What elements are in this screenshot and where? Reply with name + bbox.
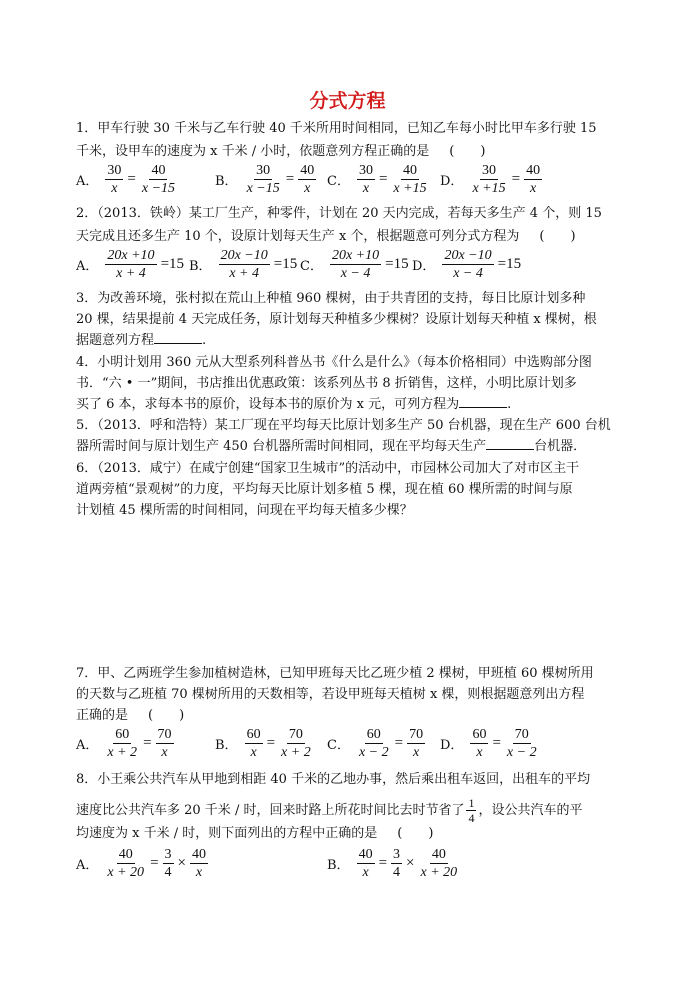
q8-line2a: 速度比公共汽车多 20 千米 / 时，回来时路上所花时间比去时节省了 — [76, 803, 465, 818]
q8-line3-text: 均速度为 x 千米 / 时，则下面列出的方程中正确的是 — [76, 826, 378, 841]
q5-line2 — [76, 437, 586, 457]
q6-line2: 道两旁植“景观树”的力度，平均每天比原计划多植 5 棵，现在植 60 棵所需的时间与原 — [76, 482, 573, 497]
q1-b-right-frac — [298, 162, 316, 197]
frac-den: x +15 — [393, 181, 427, 196]
q7-a-right-frac — [156, 726, 174, 761]
q8-b-left-frac — [357, 846, 375, 881]
q1-a-left-frac — [105, 162, 123, 197]
equals-sign: = — [378, 171, 388, 187]
q4-line3 — [76, 395, 511, 415]
q1-d-left-frac — [470, 162, 507, 197]
q7-line1: 7．甲、乙两班学生参加植树造林，已知甲班每天比乙班少植 2 棵树，甲班植 60 棵树所用 — [76, 666, 594, 681]
q7-c-right-frac — [407, 726, 425, 761]
frac-num: 1 — [468, 796, 475, 810]
q3-line3-text: 据题意列方程 — [76, 333, 155, 348]
q8-line1: 8．小王乘公共汽车从甲地到相距 40 千米的乙地办事，然后乘出租车返回，出租车的平均 — [76, 772, 591, 787]
q8-option-a-label: A． — [76, 858, 99, 873]
frac-den: x — [362, 865, 369, 880]
q7-option-b-label: B． — [215, 738, 238, 753]
q2-d-frac — [442, 247, 493, 282]
frac-den: x + 2 — [107, 745, 138, 760]
frac-den: x −15 — [141, 181, 176, 196]
equals-sign: = — [511, 171, 521, 187]
frac-den: x − 2 — [358, 745, 389, 760]
frac-num: 40 — [192, 847, 206, 862]
q5-line2-text: 器所需时间与原计划生产 450 台机器所需时间相同，现在平均每天生产 — [76, 439, 487, 454]
frac-den: x — [111, 181, 118, 196]
frac-den: x − 4 — [340, 266, 371, 281]
q7-option-d-label: D． — [440, 738, 464, 753]
q8-line3 — [76, 824, 433, 844]
q1-line1: 1．甲车行驶 30 千米与乙车行驶 40 千米所用时间相同，已知乙车每小时比甲车多行驶 15 — [76, 121, 597, 136]
equals-sign: = — [127, 171, 136, 187]
q2-option-a-label: A． — [76, 259, 99, 274]
equals-sign: = — [285, 171, 295, 187]
frac-num: 40 — [431, 847, 446, 862]
q1-option-c-label: C． — [327, 174, 350, 189]
frac-num: 40 — [151, 163, 166, 178]
frac-num: 40 — [300, 163, 315, 178]
q8-a-mid-frac — [163, 846, 174, 881]
frac-num: 30 — [482, 163, 497, 178]
frac-den: x — [304, 181, 311, 196]
q2-option-d-label: D． — [412, 259, 436, 274]
equals-value: =15 — [497, 256, 522, 272]
q8-b-right-frac — [419, 846, 460, 881]
frac-den: 4 — [164, 865, 172, 880]
q3-answer-blank[interactable] — [154, 331, 202, 344]
frac-den: x — [250, 745, 257, 760]
q7-b-left-frac — [245, 726, 263, 761]
q1-option-a-label: A． — [76, 174, 99, 189]
frac-num: 20x −10 — [444, 248, 492, 263]
q7-option-d[interactable] — [440, 726, 540, 761]
frac-num: 40 — [118, 847, 133, 862]
q7-a-left-frac — [105, 726, 139, 761]
frac-den: x +15 — [472, 181, 506, 196]
equals-value: =15 — [385, 256, 409, 272]
frac-num: 60 — [472, 727, 487, 742]
q7-d-right-frac — [505, 726, 539, 761]
frac-num: 20x −10 — [220, 248, 268, 263]
q2-option-b-label: B． — [189, 259, 212, 274]
q7-line3-text: 正确的是 — [76, 708, 129, 723]
q1-option-c[interactable] — [327, 162, 430, 197]
frac-den: x — [161, 745, 168, 760]
frac-den: x + 4 — [116, 266, 146, 281]
frac-num: 20x +10 — [107, 248, 155, 263]
frac-den: x −15 — [246, 181, 280, 196]
frac-num: 30 — [256, 163, 271, 178]
frac-num: 60 — [366, 727, 381, 742]
frac-num: 70 — [514, 727, 529, 742]
q8-option-a[interactable] — [76, 846, 209, 881]
page-title: 分式方程 — [309, 90, 386, 112]
q4-answer-blank[interactable] — [459, 395, 507, 408]
q7-b-right-frac — [279, 726, 313, 761]
q7-option-a[interactable] — [76, 726, 175, 761]
q2-option-b[interactable] — [189, 247, 300, 282]
q1-a-right-frac — [140, 162, 177, 197]
equals-sign: = — [150, 855, 159, 871]
q7-option-c[interactable] — [327, 726, 426, 761]
q2-option-c-label: C． — [300, 259, 323, 274]
q5-line1: 5．（2013．呼和浩特）某工厂现在平均每天比原计划多生产 50 台机器，现在生产 600 台机 — [76, 418, 611, 433]
q2-b-frac — [219, 247, 270, 282]
q8-line2b: ，设公共汽车的平 — [478, 803, 583, 818]
q7-option-c-label: C． — [327, 738, 350, 753]
q1-line2-text: 千米，设甲车的速度为 x 千米 / 小时，依题意列方程正确的是 — [76, 144, 430, 159]
q7-option-b[interactable] — [215, 726, 314, 761]
frac-num: 60 — [115, 727, 130, 742]
times-sign: × — [177, 855, 186, 871]
q1-option-a[interactable] — [76, 162, 178, 197]
q7-option-a-label: A． — [76, 738, 99, 753]
q2-option-a[interactable] — [76, 247, 187, 282]
frac-num: 70 — [288, 727, 303, 742]
times-sign: × — [406, 855, 415, 871]
frac-den: x — [476, 745, 483, 760]
q1-b-left-frac — [245, 162, 282, 197]
q4-line3-text: 买了 6 本，求每本书的原价，设每本书的原价为 x 元，可列方程为 — [76, 397, 460, 412]
q6-line3: 计划植 45 棵所需的时间相同，问现在平均每天植多少棵？ — [76, 503, 413, 518]
q7-line2: 的天数与乙班植 70 棵树所用的天数相等，若设甲班每天植树 x 棵，则根据题意列出方程 — [76, 687, 585, 702]
q1-option-b[interactable] — [215, 162, 317, 197]
equals-sign: = — [143, 735, 152, 751]
frac-den: x + 20 — [107, 865, 145, 880]
q2-option-c[interactable] — [300, 247, 412, 282]
frac-den: x — [412, 745, 420, 760]
equals-value: =15 — [160, 256, 185, 272]
equals-value: =15 — [273, 256, 298, 272]
frac-num: 60 — [246, 727, 261, 742]
q7-line3 — [76, 706, 184, 726]
equals-sign: = — [492, 735, 501, 751]
equals-sign: = — [266, 735, 276, 751]
frac-num: 3 — [393, 847, 401, 862]
q3-line3 — [76, 331, 206, 351]
q8-b-mid-frac — [391, 846, 402, 881]
frac-num: 30 — [107, 163, 122, 178]
frac-num: 3 — [164, 847, 172, 862]
q8-option-b[interactable] — [327, 846, 460, 881]
q1-c-left-frac — [357, 162, 375, 197]
q8-answer-paren: ( ) — [397, 826, 434, 841]
frac-den: x − 4 — [453, 266, 483, 281]
q2-option-d[interactable] — [412, 247, 524, 282]
q7-d-left-frac — [470, 726, 488, 761]
frac-num: 40 — [526, 163, 541, 178]
frac-den: x — [195, 865, 203, 880]
q8-line2 — [76, 796, 582, 825]
q1-option-d-label: D． — [440, 174, 464, 189]
q1-d-right-frac — [524, 162, 542, 197]
frac-den: 4 — [393, 865, 401, 880]
q1-line2 — [76, 142, 485, 162]
q2-line1: 2．（2013．铁岭）某工厂生产，种零件，计划在 20 天内完成，若每天多生产 4 个，则 15 — [76, 206, 602, 221]
q8-a-left-frac — [105, 846, 146, 881]
frac-num: 30 — [358, 163, 373, 178]
frac-den: x − 2 — [506, 745, 537, 760]
q6-line1: 6．（2013．咸宁）在咸宁创建“国家卫生城市”的活动中，市园林公司加大了对市区主干 — [76, 461, 580, 476]
equals-sign: = — [378, 855, 388, 871]
q1-option-d[interactable] — [440, 162, 543, 197]
q8-inline-frac — [466, 796, 476, 825]
q3-line1: 3．为改善环境，张村拟在荒山上种植 960 棵树，由于共青团的支持，每日比原计划多种 — [76, 291, 586, 306]
q8-option-b-label: B． — [327, 858, 350, 873]
frac-den: x + 2 — [281, 745, 311, 760]
q4-line1: 4．小明计划用 360 元从大型系列科普丛书《什么是什么》（每本价格相同）中选购部分图 — [76, 355, 592, 370]
q2-a-frac — [105, 247, 156, 282]
q2-line2-text: 天完成且还多生产 10 个，设原计划每天生产 x 个，根据题意可列分式方程为 — [76, 229, 520, 244]
q8-a-right-frac — [190, 846, 208, 881]
frac-den: 4 — [468, 811, 475, 825]
q1-option-b-label: B． — [215, 174, 238, 189]
frac-num: 70 — [409, 727, 424, 742]
frac-num: 40 — [358, 847, 373, 862]
frac-den: x + 20 — [420, 865, 458, 880]
q3-line2: 20 棵，结果提前 4 天完成任务，原计划每天种植多少棵树？设原计划每天种植 x 棵树，根 — [76, 312, 597, 327]
q2-c-frac — [330, 247, 381, 282]
equals-sign: = — [394, 735, 404, 751]
q1-answer-paren: ( ) — [449, 144, 486, 159]
frac-den: x + 4 — [229, 266, 259, 281]
q4-line2: 书．“六 • 一”期间，书店推出优惠政策：该系列丛书 8 折销售，这样，小明比原计划多 — [76, 376, 577, 391]
q4-line-end: . — [507, 397, 512, 412]
q1-c-right-frac — [391, 162, 428, 197]
frac-den: x — [529, 181, 537, 196]
q7-answer-paren: ( ) — [148, 708, 185, 723]
frac-den: x — [362, 181, 370, 196]
q5-answer-blank[interactable] — [486, 437, 534, 450]
q7-c-left-frac — [357, 726, 391, 761]
q5-line-end: 台机器． — [534, 439, 587, 454]
q2-answer-paren: ( ) — [539, 229, 576, 244]
frac-num: 70 — [157, 727, 172, 742]
q2-line2 — [76, 227, 576, 247]
q3-line-end: . — [202, 333, 207, 348]
frac-num: 40 — [403, 163, 417, 178]
frac-num: 20x +10 — [331, 248, 380, 263]
